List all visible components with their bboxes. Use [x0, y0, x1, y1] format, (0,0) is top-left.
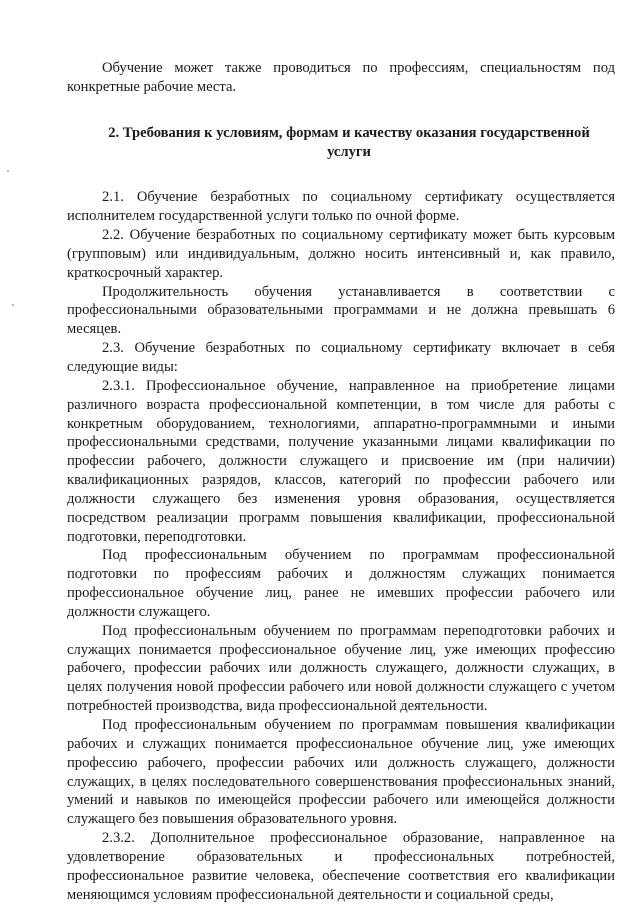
paragraph-training-definition: Под профессиональным обучением по программам профессиональной подготовки по профессиям рабочих и должностям служащих понимается профессиональное обучение лиц, ранее не имевших профессии рабочего или должности служащего.	[67, 547, 615, 620]
intro-paragraph: Обучение может также проводиться по профессиям, специальностям под конкретные рабочие места.	[67, 60, 615, 95]
paragraph-retraining-definition: Под профессиональным обучением по программам переподготовки рабочих и служащих понимается профессиональное обучение лиц, уже имеющих профессию рабочего, профессии рабочих или должность служащего, должности служащих, в целях получения новой профессии рабочего или новой должности служащего с учетом потребностей производства, вида профессиональной деятельности.	[67, 622, 615, 715]
paragraph-2-3-1: 2.3.1. Профессиональное обучение, направленное на приобретение лицами различного возраста профессиональной компетенции, в том числе для работы с конкретным оборудованием, технологиями, аппаратно-программными и иными профессиональными средствами, получение указанными лицами квалификации по профессии рабочего, должности служащего и присвоение им (при наличии) квалификационных разрядов, классов, категорий по профессии рабочего или должности служащего без изменения уровня образования, осуществляется посредством реализации программ повышения квалификации, профессиональной подготовки, переподготовки.	[67, 377, 615, 545]
paragraph-duration: Продолжительность обучения устанавливается в соответствии с профессиональными образовательными программами и не должна превышать 6 месяцев.	[67, 283, 615, 338]
document-body	[67, 59, 615, 904]
paragraph-2-2: 2.2. Обучение безработных по социальному сертификату может быть курсовым (групповым) или индивидуальным, должно носить интенсивный и, как правило, краткосрочный характер.	[67, 227, 615, 281]
scan-speck	[7, 170, 9, 172]
paragraph-qualification-definition: Под профессиональным обучением по программам повышения квалификации рабочих и служащих понимается профессиональное обучение лиц, уже имеющих профессию рабочего, профессии рабочих или должность служащего, должности служащих, в целях последовательного совершенствования профессиональных знаний, умений и навыков по имеющейся профессии рабочего или имеющейся должности служащего без повышения образовательного уровня.	[67, 717, 615, 828]
paragraph-2-3: 2.3. Обучение безработных по социальному сертификату включает в себя следующие виды:	[67, 340, 615, 375]
scan-speck	[12, 304, 14, 306]
paragraph-2-1: 2.1. Обучение безработных по социальному сертификату осуществляется исполнителем государственной услуги только по очной форме.	[67, 189, 615, 225]
paragraph-2-3-2: 2.3.2. Дополнительное профессиональное образование, направленное на удовлетворение образовательных и профессиональных потребностей, профессиональное развитие человека, обеспечение соответствия его квалификации меняющимся условиям профессиональной деятельности и социальной среды,	[67, 830, 615, 903]
section-heading: 2. Требования к условиям, формам и качеству оказания государственной услуги	[108, 124, 590, 160]
